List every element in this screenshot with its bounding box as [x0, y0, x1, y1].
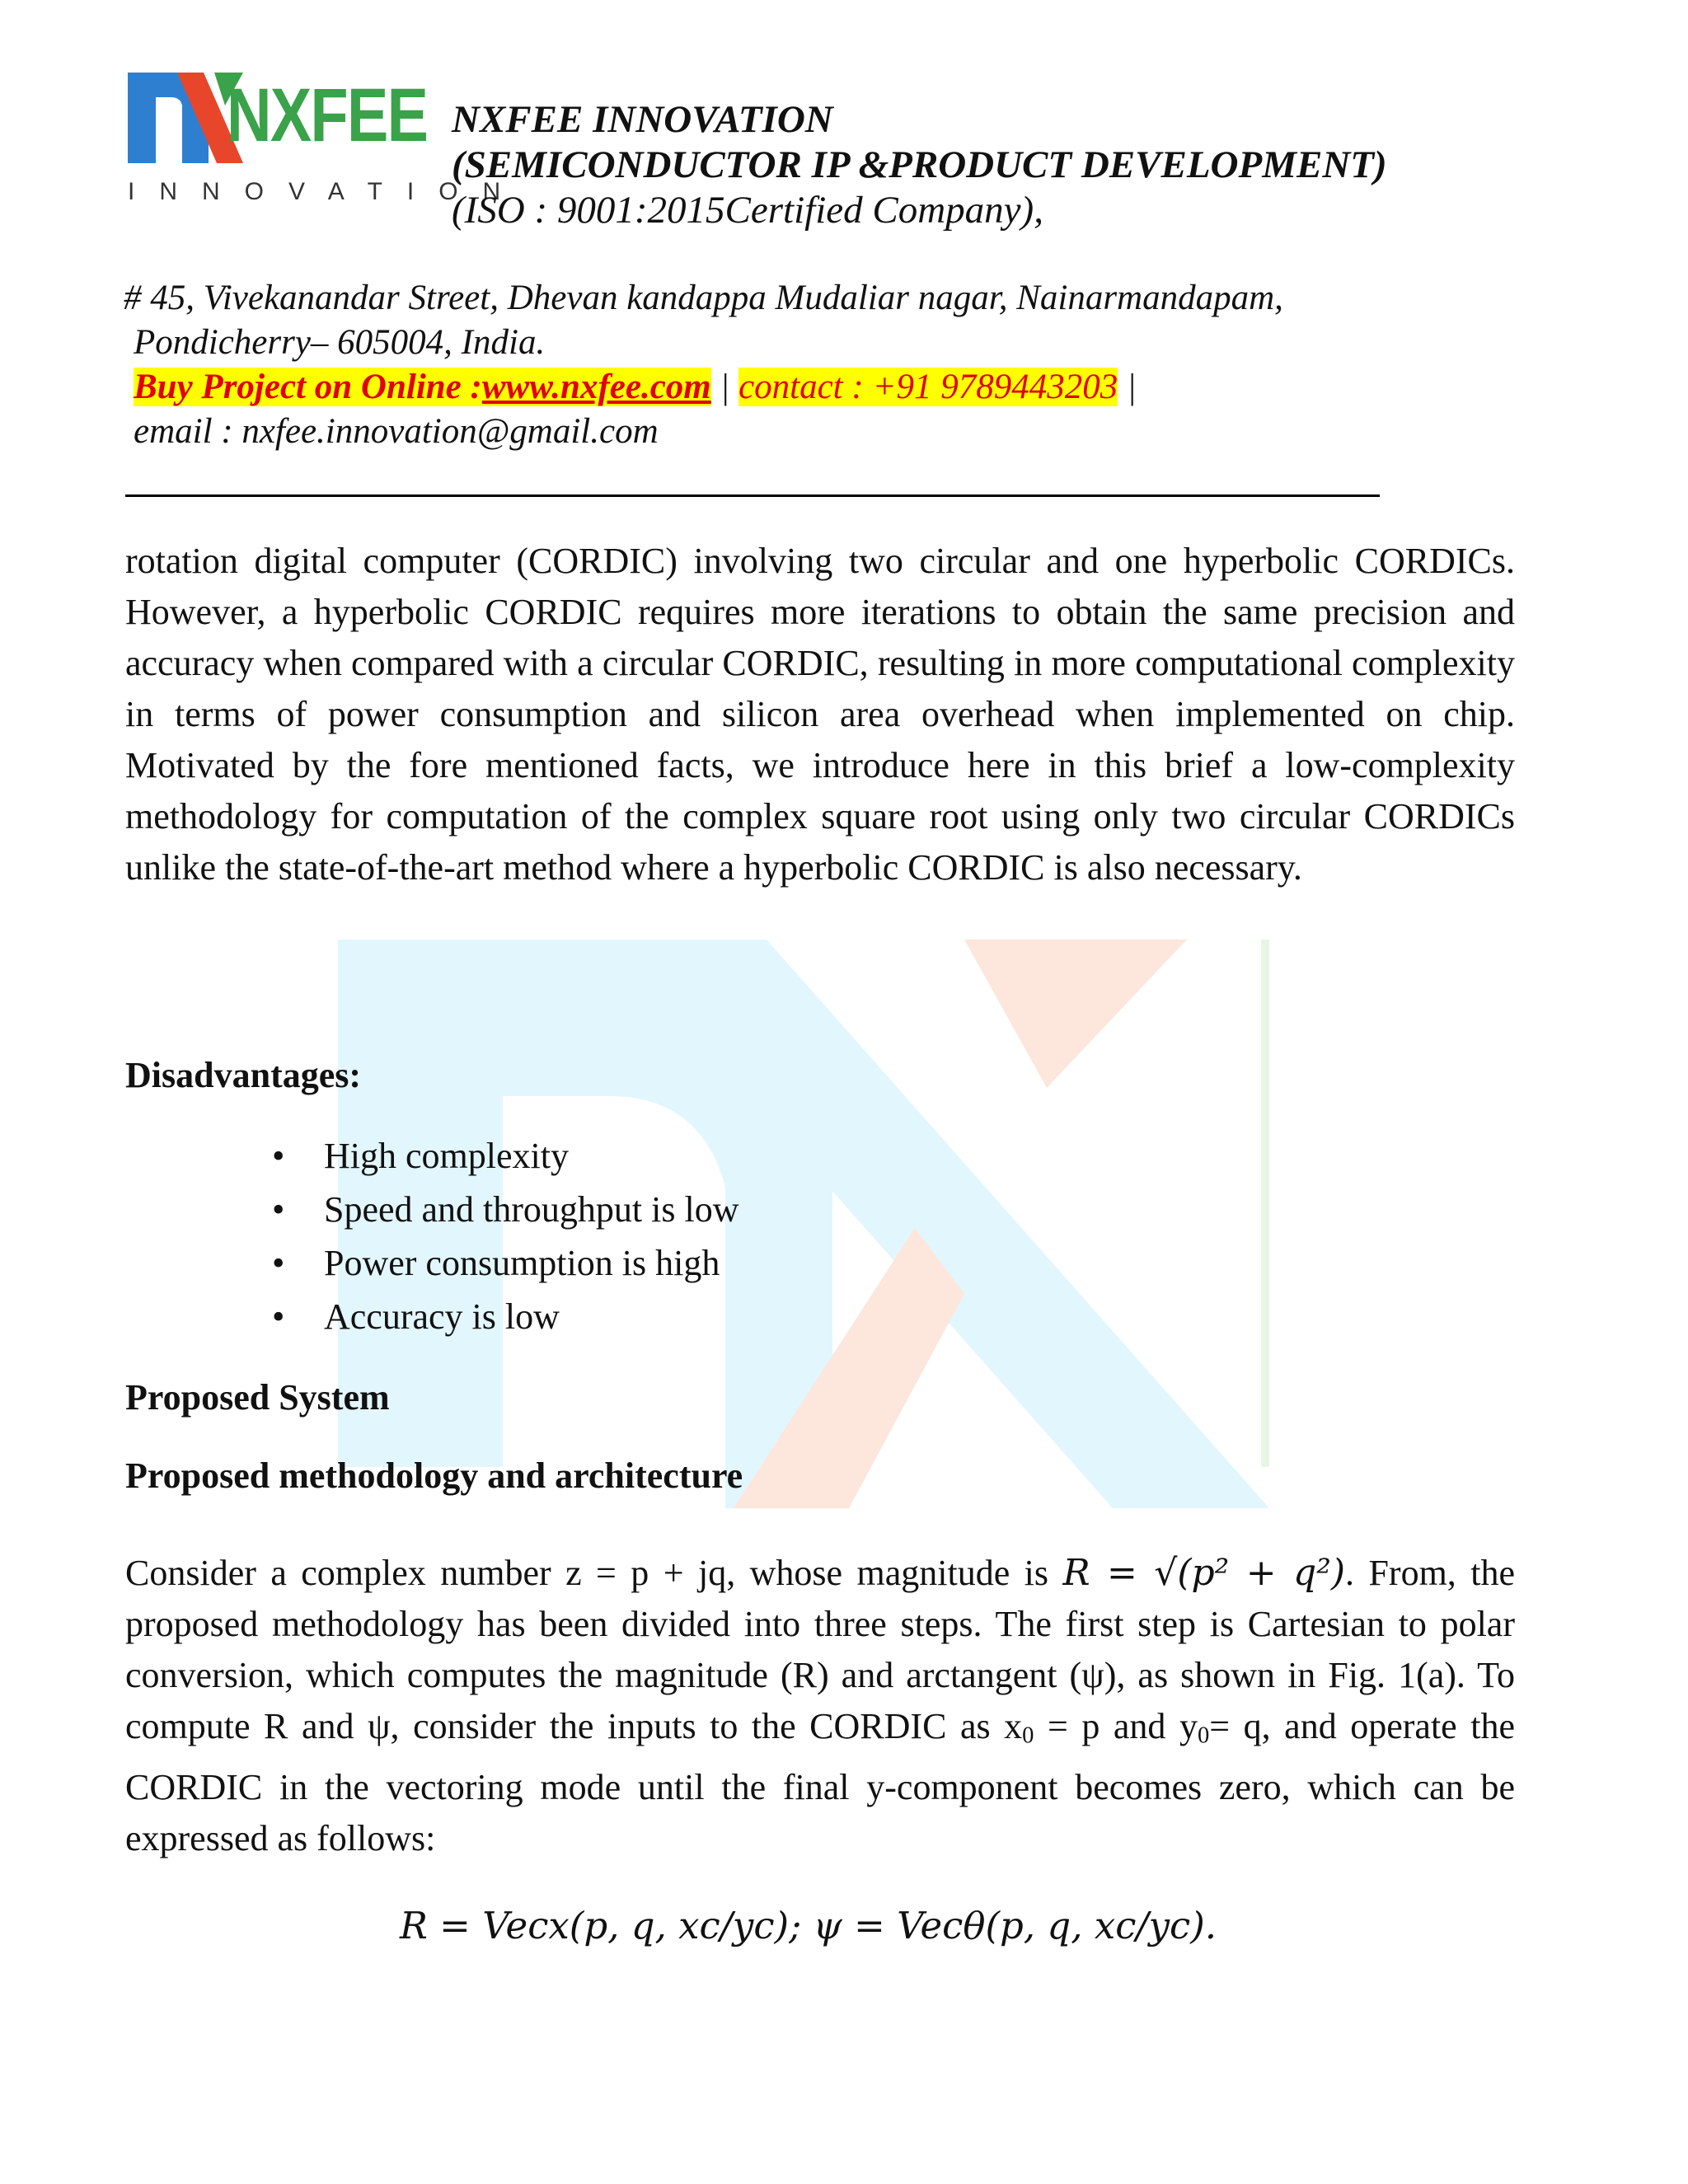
email-line[interactable]: email : nxfee.innovation@gmail.com — [134, 412, 659, 451]
methodology-paragraph: Consider a complex number z = p + jq, whose magnitude is R = √(p² + q²). From, the proposed methodology has been divided into three steps. The first step is Cartesian to polar conversion, which computes the magnitude (R) and arctangent (ψ), as shown in Fig. 1(a). To compute R and ψ, consider the inputs to the CORDIC as $x_0 = p$ and $y_0= q$, and operate the CORDIC in the vectoring mode until the final y-component becomes zero, which can be expressed as follows: — [125, 1552, 1515, 1858]
company-name: NXFEE INNOVATION — [452, 98, 833, 141]
nx-logo-icon — [128, 73, 243, 171]
header-divider — [125, 494, 1380, 497]
vectoring-equation: R = Vecx(p, q, xc/yc); ψ = Vecθ(p, q, xc/yc). — [400, 1904, 1217, 1947]
company-info — [452, 97, 1387, 233]
list-item: • Accuracy is low — [272, 1290, 739, 1343]
list-item: • High complexity — [272, 1129, 739, 1183]
disadvantages-heading: Disadvantages: — [125, 1055, 362, 1095]
separator: | — [720, 368, 730, 406]
company-tagline: (SEMICONDUCTOR IP &PRODUCT DEVELOPMENT) — [452, 143, 1387, 186]
disadvantages-list — [272, 1129, 739, 1343]
list-item: • Power consumption is high — [272, 1236, 739, 1290]
list-item: • Speed and throughput is low — [272, 1183, 739, 1236]
methodology-heading: Proposed methodology and architecture — [125, 1455, 743, 1496]
separator: | — [1126, 368, 1137, 406]
intro-paragraph: rotation digital computer (CORDIC) involving two circular and one hyperbolic CORDICs. However, a hyperbolic CORDIC requires more iterations to obtain the same precision and accuracy when compared with a circular CORDIC, resulting in more computational complexity in terms of power consumption and silicon area overhead when implemented on chip. Motivated by the fore mentioned facts, we introduce here in this brief a low-complexity methodology for computation of the complex square root using only two circular CORDICs unlike the state-of-the-art method where a hyperbolic CORDIC is also necessary. — [125, 541, 1515, 888]
contact-line — [124, 365, 1574, 410]
logo-wordmark: NXFEE — [227, 73, 428, 157]
address-block — [124, 276, 1574, 454]
contact-phone[interactable]: contact : +91 9789443203 — [738, 368, 1118, 406]
address-line-2: Pondicherry– 605004, India. — [134, 323, 546, 362]
logo-subtext: INNOVATION — [128, 178, 526, 205]
company-certification: (ISO : 9001:2015Certified Company), — [452, 189, 1043, 232]
company-logo — [128, 73, 526, 213]
buy-online-label: Buy Project on Online :www.nxfee.com — [134, 368, 711, 406]
address-line-1: # 45, Vivekanandar Street, Dhevan kandappa Mudaliar nagar, Nainarmandapam, — [124, 279, 1283, 317]
magnitude-formula: R = √(p² + q²) — [1062, 1552, 1346, 1594]
website-link[interactable]: www.nxfee.com — [481, 368, 711, 406]
proposed-system-heading: Proposed System — [125, 1377, 390, 1418]
